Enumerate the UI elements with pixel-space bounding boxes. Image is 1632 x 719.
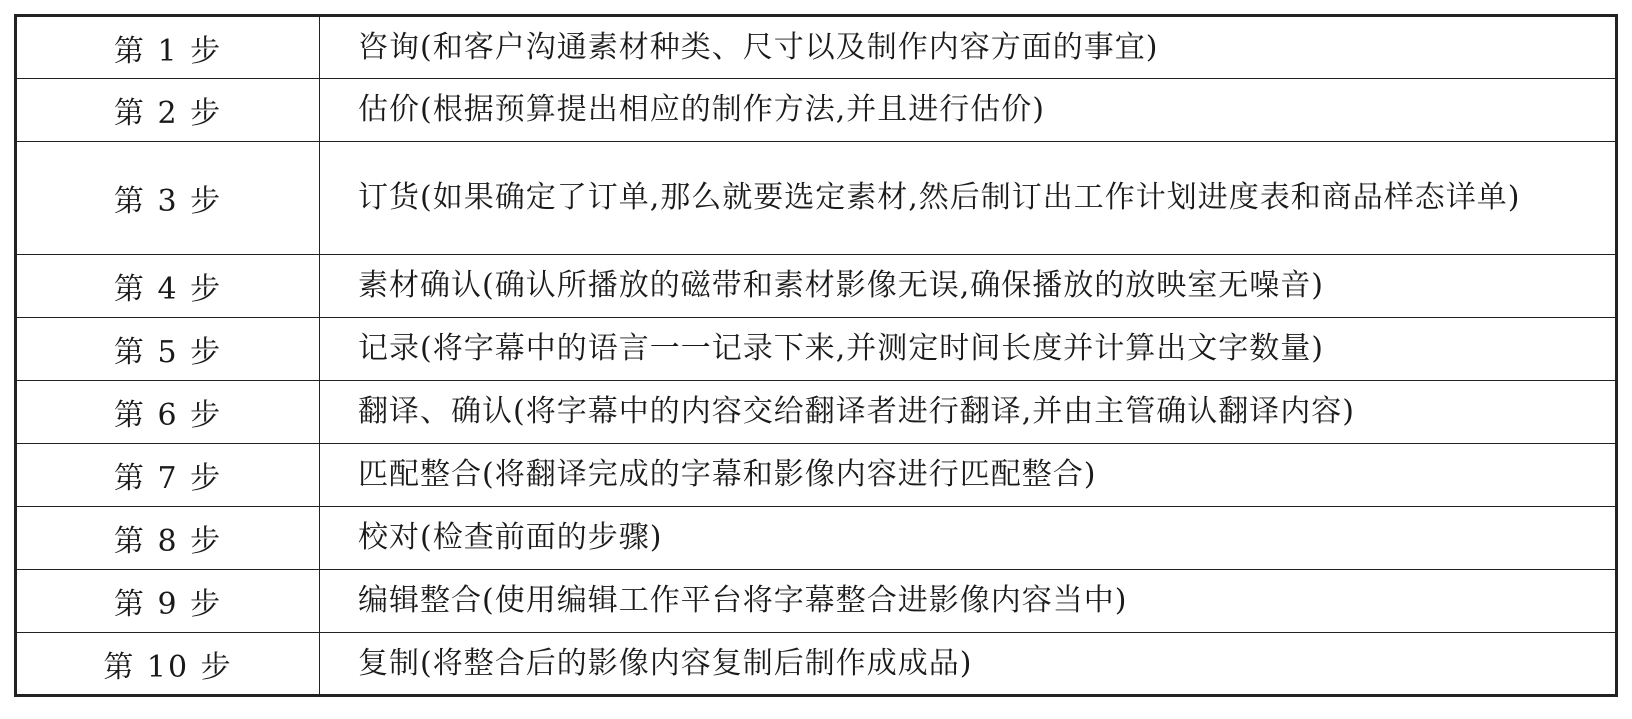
table-row [16,444,1617,507]
table-row [16,318,1617,381]
step-label: 第 5 步 [16,318,320,381]
step-description: 订货(如果确定了订单,那么就要选定素材,然后制订出工作计划进度表和商品样态详单) [320,142,1617,255]
table-row [16,633,1617,696]
step-description: 校对(检查前面的步骤) [320,507,1617,570]
table-row [16,381,1617,444]
step-label: 第 10 步 [16,633,320,696]
step-label: 第 7 步 [16,444,320,507]
step-description: 翻译、确认(将字幕中的内容交给翻译者进行翻译,并由主管确认翻译内容) [320,381,1617,444]
step-description: 匹配整合(将翻译完成的字幕和影像内容进行匹配整合) [320,444,1617,507]
step-description: 估价(根据预算提出相应的制作方法,并且进行估价) [320,79,1617,142]
table-row [16,16,1617,79]
table-row [16,142,1617,255]
step-label: 第 3 步 [16,142,320,255]
step-label: 第 6 步 [16,381,320,444]
steps-table [14,14,1618,697]
table-row [16,507,1617,570]
step-label: 第 4 步 [16,255,320,318]
table-row [16,79,1617,142]
table-row [16,570,1617,633]
step-description: 咨询(和客户沟通素材种类、尺寸以及制作内容方面的事宜) [320,16,1617,79]
step-description: 编辑整合(使用编辑工作平台将字幕整合进影像内容当中) [320,570,1617,633]
step-label: 第 1 步 [16,16,320,79]
table-row [16,255,1617,318]
step-label: 第 2 步 [16,79,320,142]
step-description: 记录(将字幕中的语言一一记录下来,并测定时间长度并计算出文字数量) [320,318,1617,381]
step-description: 素材确认(确认所播放的磁带和素材影像无误,确保播放的放映室无噪音) [320,255,1617,318]
step-description: 复制(将整合后的影像内容复制后制作成成品) [320,633,1617,696]
step-label: 第 8 步 [16,507,320,570]
step-label: 第 9 步 [16,570,320,633]
